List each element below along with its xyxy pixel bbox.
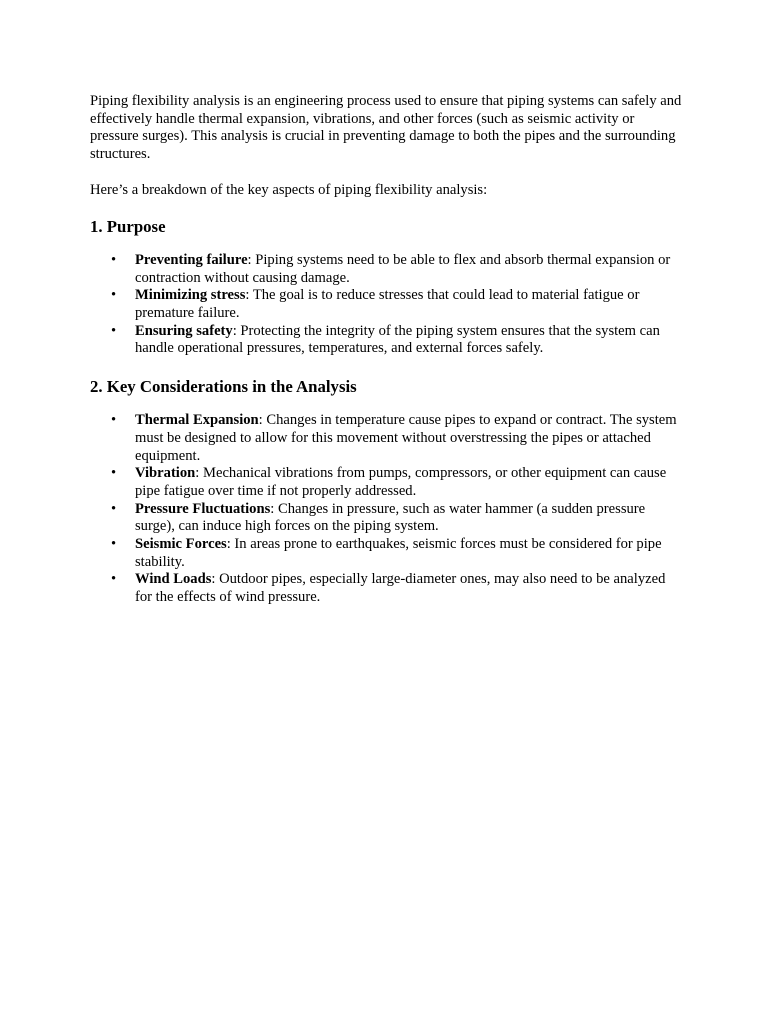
bullet-icon: •	[111, 571, 117, 588]
bullet-icon: •	[111, 465, 117, 482]
intro-lead: Here’s a breakdown of the key aspects of piping flexibility analysis:	[90, 181, 488, 198]
bullet-list	[90, 252, 682, 358]
item-term: Minimizing stress	[135, 287, 246, 304]
section-heading: 2. Key Considerations in the Analysis	[90, 377, 357, 397]
section-key-considerations	[90, 377, 682, 607]
item-text: : Changes in temperature cause pipes to expand or contract. The system must be designed to allow for this movement without overstressing the pipes or attached equipment.	[135, 412, 677, 464]
intro-paragraph: Piping flexibility analysis is an engineering process used to ensure that piping systems can safely and effectively handle thermal expansion, vibrations, and other forces (such as seismic activity or pressure surges). This analysis is crucial in preventing damage to both the pipes and the surrounding structures.	[90, 93, 682, 163]
bullet-icon: •	[111, 500, 117, 517]
bullet-icon: •	[111, 536, 117, 553]
item-text: : Mechanical vibrations from pumps, compressors, or other equipment can cause pipe fatigue over time if not properly addressed.	[135, 465, 667, 499]
item-term: Vibration	[135, 465, 196, 482]
item-text: : Changes in pressure, such as water hammer (a sudden pressure surge), can induce high forces on the piping system.	[135, 500, 646, 535]
item-text: : Outdoor pipes, especially large-diameter ones, may also need to be analyzed for the effects of wind pressure.	[135, 571, 666, 606]
item-text: : In areas prone to earthquakes, seismic forces must be considered for pipe stability.	[135, 536, 662, 570]
section-heading: 1. Purpose	[90, 216, 166, 236]
bullet-list	[90, 412, 682, 607]
item-text: : Protecting the integrity of the piping system ensures that the system can handle operational pressures, temperatures, and external forces safely.	[135, 322, 660, 357]
list-item	[90, 412, 682, 465]
list-item	[90, 465, 682, 500]
list-item	[90, 287, 682, 322]
list-item	[90, 536, 682, 571]
item-text: : Piping systems need to be able to flex and absorb thermal expansion or contraction without causing damage.	[135, 251, 671, 286]
section-purpose	[90, 217, 682, 358]
bullet-icon: •	[111, 287, 117, 304]
bullet-icon: •	[111, 412, 117, 429]
list-item	[90, 252, 682, 287]
item-term: Pressure Fluctuations	[135, 500, 271, 517]
item-term: Preventing failure	[135, 251, 248, 268]
bullet-icon: •	[111, 251, 117, 268]
list-item	[90, 323, 682, 358]
item-term: Wind Loads	[135, 571, 212, 588]
bullet-icon: •	[111, 322, 117, 339]
item-term: Thermal Expansion	[135, 412, 259, 429]
list-item	[90, 571, 682, 606]
list-item	[90, 501, 682, 536]
item-text: : The goal is to reduce stresses that could lead to material fatigue or premature failure.	[135, 287, 640, 321]
document-page	[90, 93, 682, 626]
item-term: Seismic Forces	[135, 536, 227, 553]
item-term: Ensuring safety	[135, 322, 233, 339]
